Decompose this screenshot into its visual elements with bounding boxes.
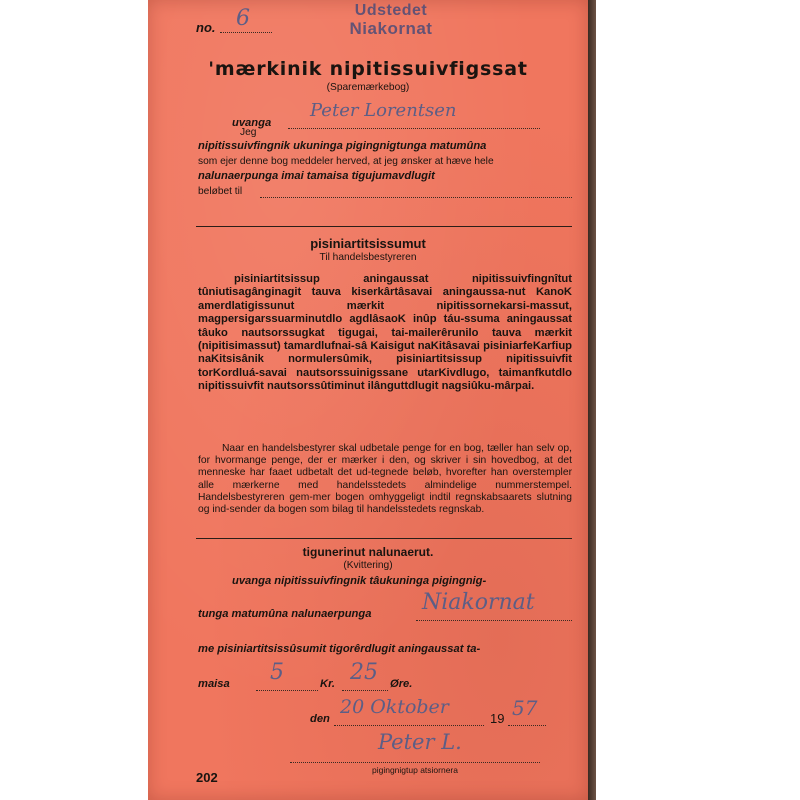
number-field: [220, 6, 272, 33]
place-field: [416, 590, 572, 621]
date-field: [334, 698, 484, 726]
issued-stamp: [326, 2, 456, 38]
name-handwritten: Peter Lorentsen: [310, 100, 457, 121]
section-title-danish: Til handelsbestyreren: [319, 252, 417, 263]
receipt-title: tigunerinut nalunaerut.: [302, 545, 434, 559]
divider-2: [196, 538, 572, 539]
section-title: pisiniartitsissumut: [310, 236, 426, 251]
receipt-title-danish: (Kvittering): [343, 560, 393, 571]
body-greenlandic: [198, 273, 572, 394]
book-spine-edge: [588, 0, 596, 800]
kroner-label: Kr.: [320, 678, 335, 690]
kroner-field: [256, 662, 318, 691]
ore-handwritten: 25: [350, 660, 378, 685]
amount-destination-field: [260, 186, 572, 198]
date-label: den: [310, 713, 330, 725]
receipt-line-3: me pisiniartitsissûsumit tigorêrdlugit aningaussat ta-: [198, 643, 481, 655]
body-danish: Naar en handelsbestyrer skal udbetale penge for en bog, tæller han selv op, for hvormange penge, der er mærker i den, og skriver i sin hovedbog, at det menneske har faaet udbetalt det ud-tegnede beløb, hvorefter han overstempler alle mærkerne med handelsstedets almindelige nummerstempel. Handelsbestyreren gem-mer bogen omhyggeligt indtil regnskabsaarets slutning og ind-sender da bogen som bilag til handelsstedets regnskab.: [198, 443, 572, 516]
page-title: 'mærkinik nipitissuivfigssat: [208, 58, 528, 80]
page-title-danish: (Sparemærkebog): [326, 82, 410, 93]
form-number: 202: [196, 770, 218, 785]
stamp-line-1: Udstedet: [354, 2, 428, 19]
savings-book-page: [148, 0, 588, 800]
year-prefix: 19: [490, 711, 505, 726]
intro-greenlandic-2: nalunaerpunga imai tamaisa tigujumavdlugit: [198, 170, 435, 182]
body-greenlandic-text: pisiniartitsissup aningaussat nipitissuivfingnîtut tûniutisagânginagit tauva kiserkârtâsavai aningaussa-nut KanoK amerdlatigissunut mærkit nipitissornekarsi-massut, magpersigarssuarminutdlo agdlâsaoK inûp táu-ssuma aningaussat tâuko nautsorssugkat tigugai, tai-mailerêrunilo tauva mærkit (nipitisimassut) tamardlufnai-sâ Kaisigut naKitâsavai pisiniarfeKarfiup naKitsisânik normulersûmik, pisiniartitsissup nipitissuivfit torKordluá-savai nautsorssuinigssane utarKivdlugo, taimanfkutdlo nipitissuivfit nautsorssûtiminut ilânguttdlugit nagsiûku-mârpai.: [198, 273, 572, 393]
intro-greenlandic-1: nipitissuivfingnik ukuninga pigingnigtunga matumûna: [198, 140, 487, 152]
ore-field: [342, 662, 388, 691]
signature-caption: pigingnigtup atsiornera: [371, 765, 458, 775]
stamp-line-2: Niakornat: [349, 19, 433, 38]
jeg-label: Jeg: [240, 127, 257, 138]
name-field: [288, 100, 540, 129]
receipt-line-1: uvanga nipitissuivfingnik tâukuninga pigingnig-: [232, 575, 487, 587]
intro-danish-1: som ejer denne bog meddeler herved, at jeg ønsker at hæve hele: [198, 156, 494, 167]
year-field: [508, 698, 546, 726]
receipt-line-2-label: tunga matumûna nalunaerpunga: [198, 608, 372, 620]
number-handwritten: 6: [236, 6, 250, 31]
uvanga-label: uvanga: [232, 117, 272, 129]
signature-handwritten: Peter L.: [378, 730, 462, 754]
kroner-handwritten: 5: [270, 660, 284, 685]
number-label: no.: [196, 20, 216, 35]
ore-label: Øre.: [390, 678, 413, 690]
place-handwritten: Niakornat: [422, 590, 535, 615]
date-handwritten: 20 Oktober: [340, 696, 449, 718]
intro-danish-2: beløbet til: [198, 186, 243, 197]
divider-1: [196, 226, 572, 227]
signature-field: [290, 728, 540, 763]
receipt-amount-label: maisa: [198, 678, 230, 690]
year-handwritten: 57: [512, 696, 538, 720]
